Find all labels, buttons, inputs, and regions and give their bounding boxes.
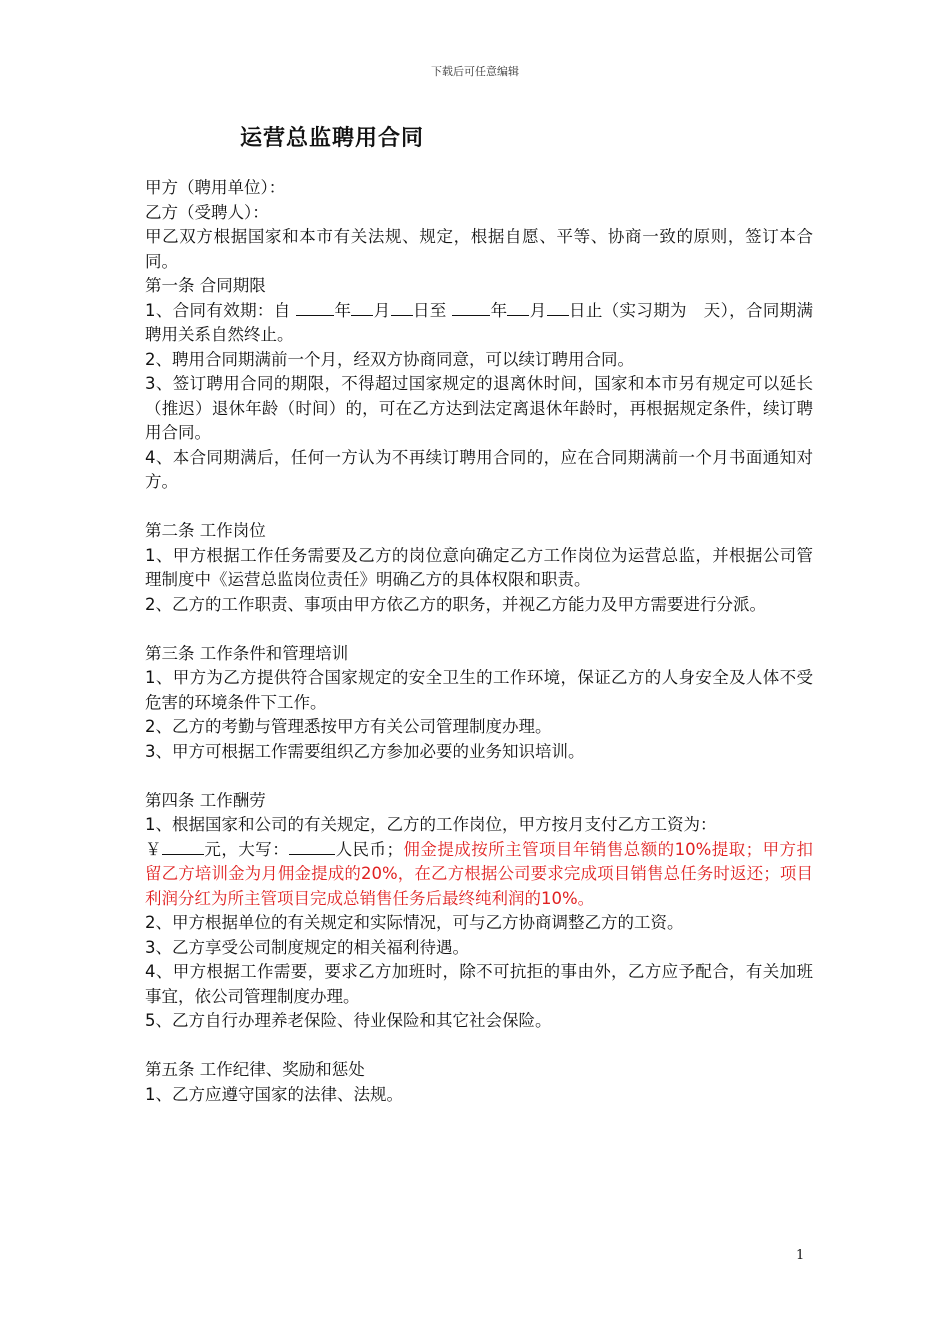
article-3-heading: 第三条 工作条件和管理培训 bbox=[145, 643, 349, 663]
commission-terms: 佣金提成按所主管项目年销售总额的10%提取；甲方扣留乙方培训金为月佣金提成的20%，在乙方根据公司要求完成项目销售总任务时返还；项目利润分红为所主管项目完成总销售任务后最终纯利润的10%。 bbox=[145, 839, 814, 908]
article-5-heading: 第五条 工作纪律、奖励和惩处 bbox=[145, 1060, 365, 1079]
salary-text: 1、根据国家和公司的有关规定，乙方的工作岗位，甲方按月支付乙方工资为： bbox=[145, 815, 717, 834]
preamble: 甲乙双方根据国家和本市有关法规、规定，根据自愿、平等、协商一致的原则，签订本合同。 bbox=[145, 227, 813, 271]
day-to-label: 日至 bbox=[412, 300, 453, 320]
salary-amount-blank bbox=[162, 839, 204, 855]
yen-symbol: ￥ bbox=[145, 839, 162, 859]
salary-words-blank bbox=[289, 839, 335, 855]
article-4-item-5: 5、乙方自行办理养老保险、待业保险和其它社会保险。 bbox=[145, 1011, 552, 1030]
article-2-item-2: 2、乙方的工作职责、事项由甲方依乙方的职务，并视乙方能力及甲方需要进行分派。 bbox=[145, 594, 766, 614]
article-4-item-1 bbox=[145, 813, 813, 911]
article-4-heading: 第四条 工作酬劳 bbox=[145, 790, 266, 810]
start-month-blank bbox=[351, 300, 373, 316]
year-label: 年 bbox=[334, 300, 352, 320]
article-4-item-3: 3、乙方享受公司制度规定的相关福利待遇。 bbox=[145, 937, 469, 957]
article-3-item-2: 2、乙方的考勤与管理悉按甲方有关公司管理制度办理。 bbox=[145, 717, 552, 736]
term-text-end: 日止（实习期为 天），合同期满聘用关系自然终止。 bbox=[145, 300, 814, 344]
start-day-blank bbox=[391, 300, 413, 316]
party-b-line: 乙方（受聘人）： bbox=[145, 202, 269, 222]
article-3-item-3: 3、甲方可根据工作需要组织乙方参加必要的业务知识培训。 bbox=[145, 741, 585, 761]
contract-title: 运营总监聘用合同 bbox=[240, 126, 425, 151]
article-5 bbox=[145, 1058, 813, 1107]
article-3 bbox=[145, 642, 813, 765]
month-label: 月 bbox=[373, 300, 391, 320]
month-label: 月 bbox=[529, 300, 547, 320]
article-2-heading: 第二条 工作岗位 bbox=[145, 521, 266, 540]
article-1-heading: 第一条 合同期限 bbox=[145, 276, 266, 295]
header-note: 下载后可任意编辑 bbox=[431, 65, 519, 78]
article-3-item-1: 1、甲方为乙方提供符合国家规定的安全卫生的工作环境，保证乙方的人身安全及人体不受危害的环境条件下工作。 bbox=[145, 668, 813, 712]
contract-body bbox=[145, 176, 813, 1107]
article-1 bbox=[145, 274, 813, 495]
start-year-blank bbox=[296, 300, 334, 316]
rmb-label: 人民币； bbox=[335, 839, 403, 859]
article-2 bbox=[145, 519, 813, 617]
yuan-label: 元，大写： bbox=[203, 839, 290, 859]
article-4-item-2: 2、甲方根据单位的有关规定和实际情况，可与乙方协商调整乙方的工资。 bbox=[145, 913, 684, 932]
article-5-item-1: 1、乙方应遵守国家的法律、法规。 bbox=[145, 1084, 403, 1104]
end-month-blank bbox=[507, 300, 529, 316]
article-4-item-4: 4、甲方根据工作需要，要求乙方加班时，除不可抗拒的事由外，乙方应予配合，有关加班事宜，依公司管理制度办理。 bbox=[145, 962, 813, 1006]
term-text-start: 1、合同有效期：自 bbox=[145, 300, 297, 320]
end-year-blank bbox=[452, 300, 490, 316]
year-label: 年 bbox=[490, 300, 508, 320]
article-1-item-4: 4、本合同期满后，任何一方认为不再续订聘用合同的，应在合同期满前一个月书面通知对方。 bbox=[145, 447, 813, 491]
page-number: 1 bbox=[796, 1248, 805, 1263]
article-1-item-1 bbox=[145, 299, 813, 348]
article-4 bbox=[145, 789, 813, 1034]
article-1-item-2: 2、聘用合同期满前一个月，经双方协商同意，可以续订聘用合同。 bbox=[145, 349, 634, 369]
article-2-item-1: 1、甲方根据工作任务需要及乙方的岗位意向确定乙方工作岗位为运营总监，并根据公司管理制度中《运营总监岗位责任》明确乙方的具体权限和职责。 bbox=[145, 545, 813, 589]
party-a-line: 甲方（聘用单位）： bbox=[145, 178, 286, 197]
article-1-item-3: 3、签订聘用合同的期限，不得超过国家规定的退离休时间，国家和本市另有规定可以延长（推迟）退休年龄（时间）的，可在乙方达到法定离退休年龄时，再根据规定条件，续订聘用合同。 bbox=[145, 374, 813, 442]
end-day-blank bbox=[547, 300, 569, 316]
